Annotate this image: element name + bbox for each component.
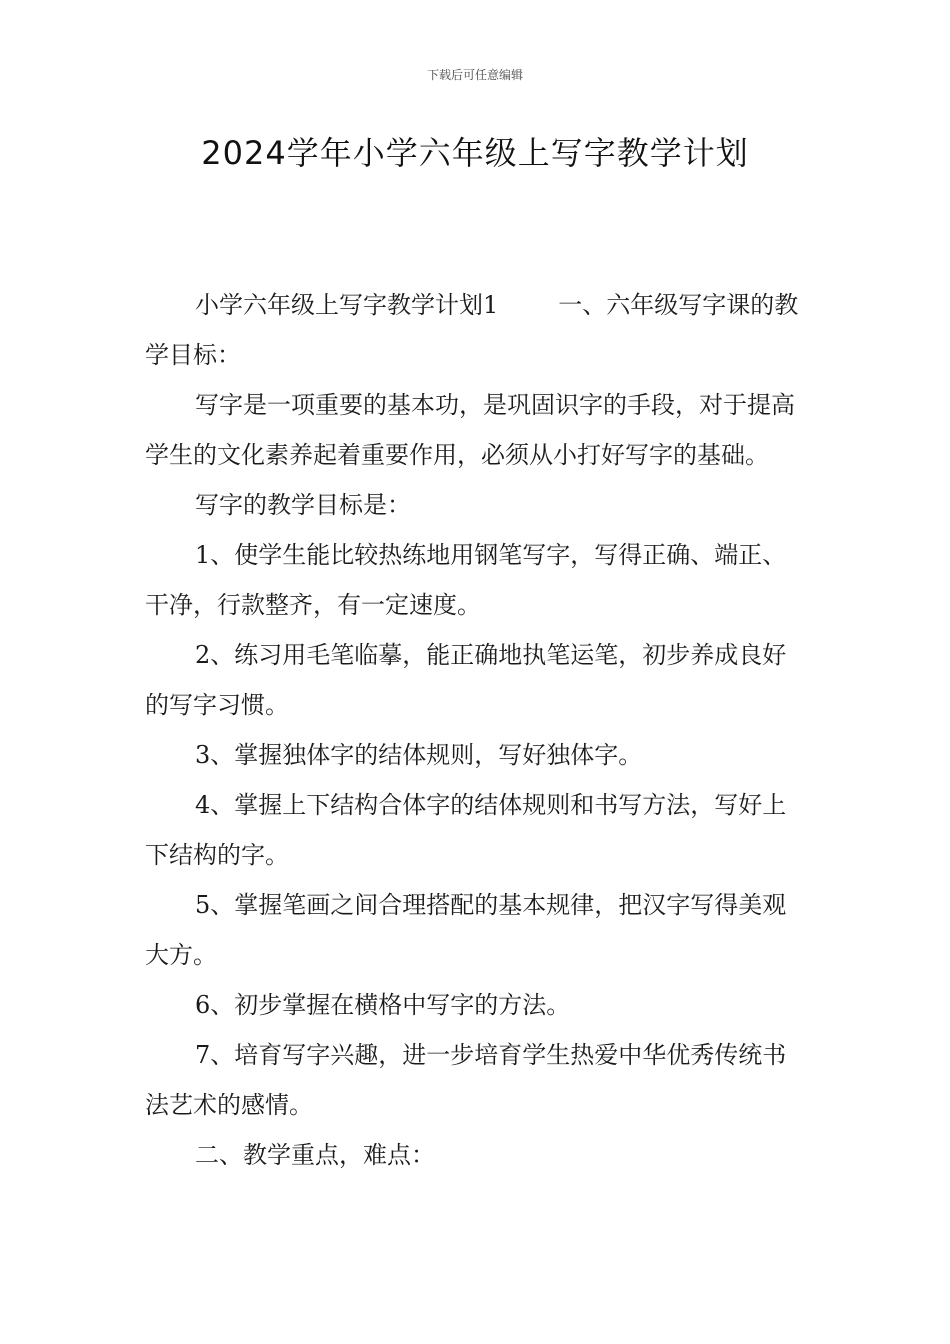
list-item: 5、掌握笔画之间合理搭配的基本规律，把汉字写得美观大方。: [145, 891, 787, 969]
paragraph: 写字的教学目标是：: [195, 491, 411, 519]
list-item: 3、掌握独体字的结体规则，写好独体字。: [195, 741, 643, 769]
paragraph: [145, 280, 805, 380]
section-heading: 二、教学重点，难点：: [195, 1141, 435, 1169]
paragraph-text: 小学六年级上写字教学计划1: [195, 291, 499, 319]
document-title: 2024学年小学六年级上写字教学计划: [201, 134, 749, 172]
list-item: 4、掌握上下结构合体字的结体规则和书写方法，写好上下结构的字。: [145, 791, 787, 869]
list-item: 6、初步掌握在横格中写字的方法。: [195, 991, 571, 1019]
list-item: 7、培育写字兴趣，进一步培育学生热爱中华优秀传统书法艺术的感情。: [145, 1041, 787, 1119]
paragraph: 写字是一项重要的基本功，是巩固识字的手段，对于提高学生的文化素养起着重要作用，必须从小打好写字的基础。: [145, 391, 795, 469]
list-item: 1、使学生能比较热练地用钢笔写字，写得正确、端正、干净，行款整齐，有一定速度。: [145, 541, 787, 619]
document-body: [145, 280, 805, 1180]
header-note: 下载后可任意编辑: [426, 68, 523, 82]
section-heading: 一、六年级写字课的教学目标：: [145, 291, 799, 369]
list-item: 2、练习用毛笔临摹，能正确地执笔运笔，初步养成良好的写字习惯。: [145, 641, 787, 719]
